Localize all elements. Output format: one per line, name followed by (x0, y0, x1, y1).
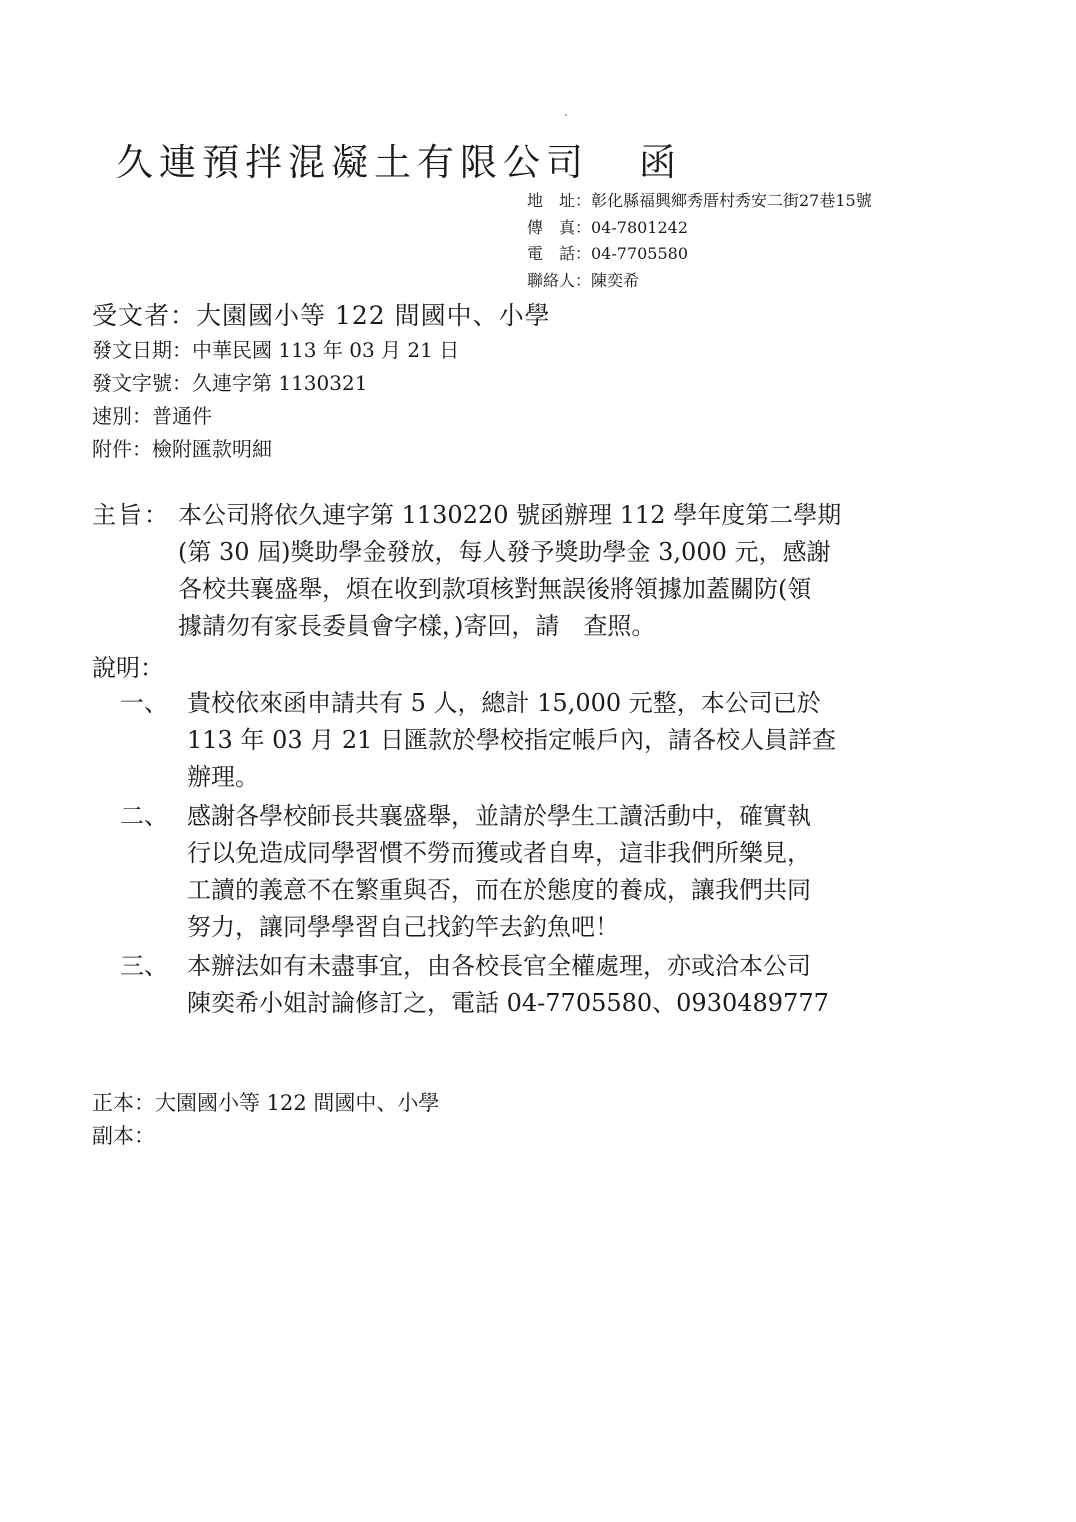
subject-label: 主旨： (92, 501, 170, 529)
scan-mark (565, 114, 567, 116)
item-number: 二、 (120, 802, 168, 830)
document-number: 發文字號：久連字第 1130321 (92, 371, 368, 395)
item-line: 陳奕希小姐討論修訂之，電話 04-7705580、0930489777 (187, 989, 829, 1017)
contact-fax: 傳 真：04-7801242 (527, 217, 689, 237)
contact-address: 地 址：彰化縣福興鄉秀厝村秀安二街27巷15號 (527, 191, 872, 210)
delivery-speed: 速別：普通件 (92, 404, 212, 428)
contact-person: 聯絡人：陳奕希 (527, 270, 640, 290)
company-name: 久連預拌混凝土有限公司 (116, 141, 589, 184)
item-line: 行以免造成同學習慣不勞而獲或者自卑，這非我們所樂見， (187, 839, 811, 867)
document-type: 函 (639, 141, 682, 184)
item-number: 三、 (120, 952, 168, 980)
item-line: 本辦法如有未盡事宜，由各校長官全權處理，亦或洽本公司 (187, 952, 811, 980)
original-recipient: 正本：大園國小等 122 間國中、小學 (92, 1091, 440, 1115)
item-line: 工讀的義意不在繁重與否，而在於態度的養成，讓我們共同 (187, 876, 811, 904)
subject-text (178, 497, 1028, 645)
letterhead (116, 132, 682, 186)
explanation-label: 說明： (92, 654, 164, 682)
item-text (187, 798, 811, 946)
contact-block (527, 188, 872, 294)
item-line: 感謝各學校師長共襄盛舉，並請於學生工讀活動中，確實執 (187, 802, 811, 830)
item-line: 貴校依來函申請共有 5 人，總計 15,000 元整，本公司已於 (187, 689, 821, 717)
subject-line: 各校共襄盛舉，煩在收到款項核對無誤後將領據加蓋關防(領 (178, 575, 812, 603)
item-line: 辦理。 (187, 763, 259, 791)
subject-line: 本公司將依久連字第 1130220 號函辦理 112 學年度第二學期 (178, 501, 842, 529)
contact-phone: 電 話：04-7705580 (527, 244, 689, 263)
attachment: 附件：檢附匯款明細 (92, 437, 272, 461)
item-text (187, 685, 836, 796)
item-number: 一、 (120, 689, 168, 717)
item-line: 113 年 03 月 21 日匯款於學校指定帳戶內，請各校人員詳查 (187, 726, 837, 754)
copy-recipient: 副本： (92, 1124, 155, 1148)
item-line: 努力，讓同學學習自己找釣竿去釣魚吧！ (187, 913, 619, 941)
subject-line: 據請勿有家長委員會字樣，)寄回，請 查照。 (178, 612, 656, 640)
issue-date: 發文日期：中華民國 113 年 03 月 21 日 (92, 338, 460, 362)
subject-line: (第 30 屆)獎助學金發放，每人發予獎助學金 3,000 元，感謝 (178, 538, 831, 566)
item-text (187, 948, 829, 1022)
recipient: 受文者：大園國小等 122 間國中、小學 (92, 301, 551, 330)
